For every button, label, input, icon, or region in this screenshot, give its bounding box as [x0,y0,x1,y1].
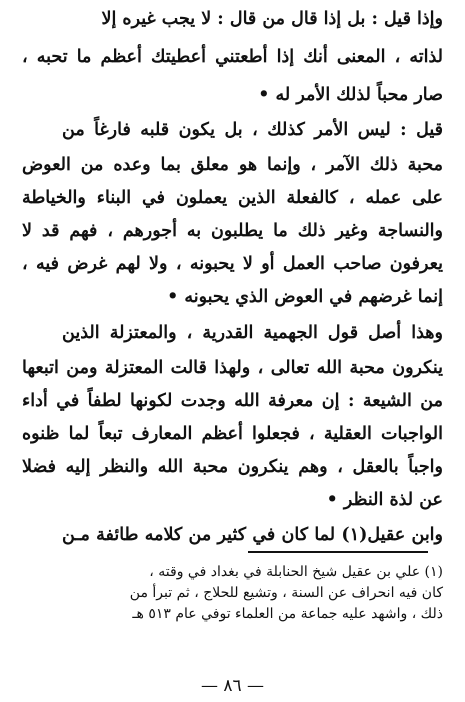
text-line: واجباً بالعقل ، وهم ينكرون محبة الله والنظر إليه فضلا [22,457,443,477]
text-line: الواجبات العقلية ، فجعلوا أعظم المعارف تبعاً لما ظنوه [22,424,443,444]
text-line: إنما غرضهم في العوض الذي يحبونه • [167,287,443,307]
text-line: صار محباً لذلك الأمر له • [258,85,443,105]
text-line: لذاته ، المعنى أنك إذا أطعتني أعطيتك أعظم ما تحبه ، [22,47,443,67]
text-line: وإذا قيل : بل إذا قال من قال : لا يجب غيره إلا [101,9,443,29]
page-number: — ٨٦ — [200,676,265,696]
text-line: عن لذة النظر • [326,490,443,510]
text-line: محبة ذلك الآمر ، وإنما هو معلق بما وعده من العوض [22,155,443,175]
text-line: قيل : ليس الأمر كذلك ، بل يكون قلبه فارغاً من [62,120,443,140]
text-line: وهذا أصل قول الجهمية القدرية ، والمعتزلة الذين [62,323,443,343]
footnote-separator [248,551,428,553]
text-line: من الشيعة : إن معرفة الله وجدت لكونها لطفاً في أداء [22,391,443,411]
text-line: ينكرون محبة الله تعالى ، ولهذا قالت المعتزلة ومن اتبعها [22,358,443,378]
text-line: على عمله ، كالفعلة الذين يعملون في البناء والخياطة [22,188,443,208]
footnote-line: (١) علي بن عقيل شيخ الحنابلة في بغداد في وقته ، [149,564,443,580]
footnote-line: كان فيه انحراف عن السنة ، وتشيع للحلاج ، ثم تبرأ من [129,585,443,601]
text-line: والنساجة وغير ذلك ما يطلبون به أجورهم ، فهم قد لا [22,221,443,241]
footnote-line: ذلك ، واشهد عليه جماعة من العلماء توفي عام ٥١٣ هـ [132,606,443,622]
text-line: وابن عقيل(١) لما كان في كثير من كلامه طائفة مـن [62,525,443,545]
text-line: يعرفون صاحب العمل أو لا يحبونه ، ولا لهم غرض فيه ، [22,254,443,274]
